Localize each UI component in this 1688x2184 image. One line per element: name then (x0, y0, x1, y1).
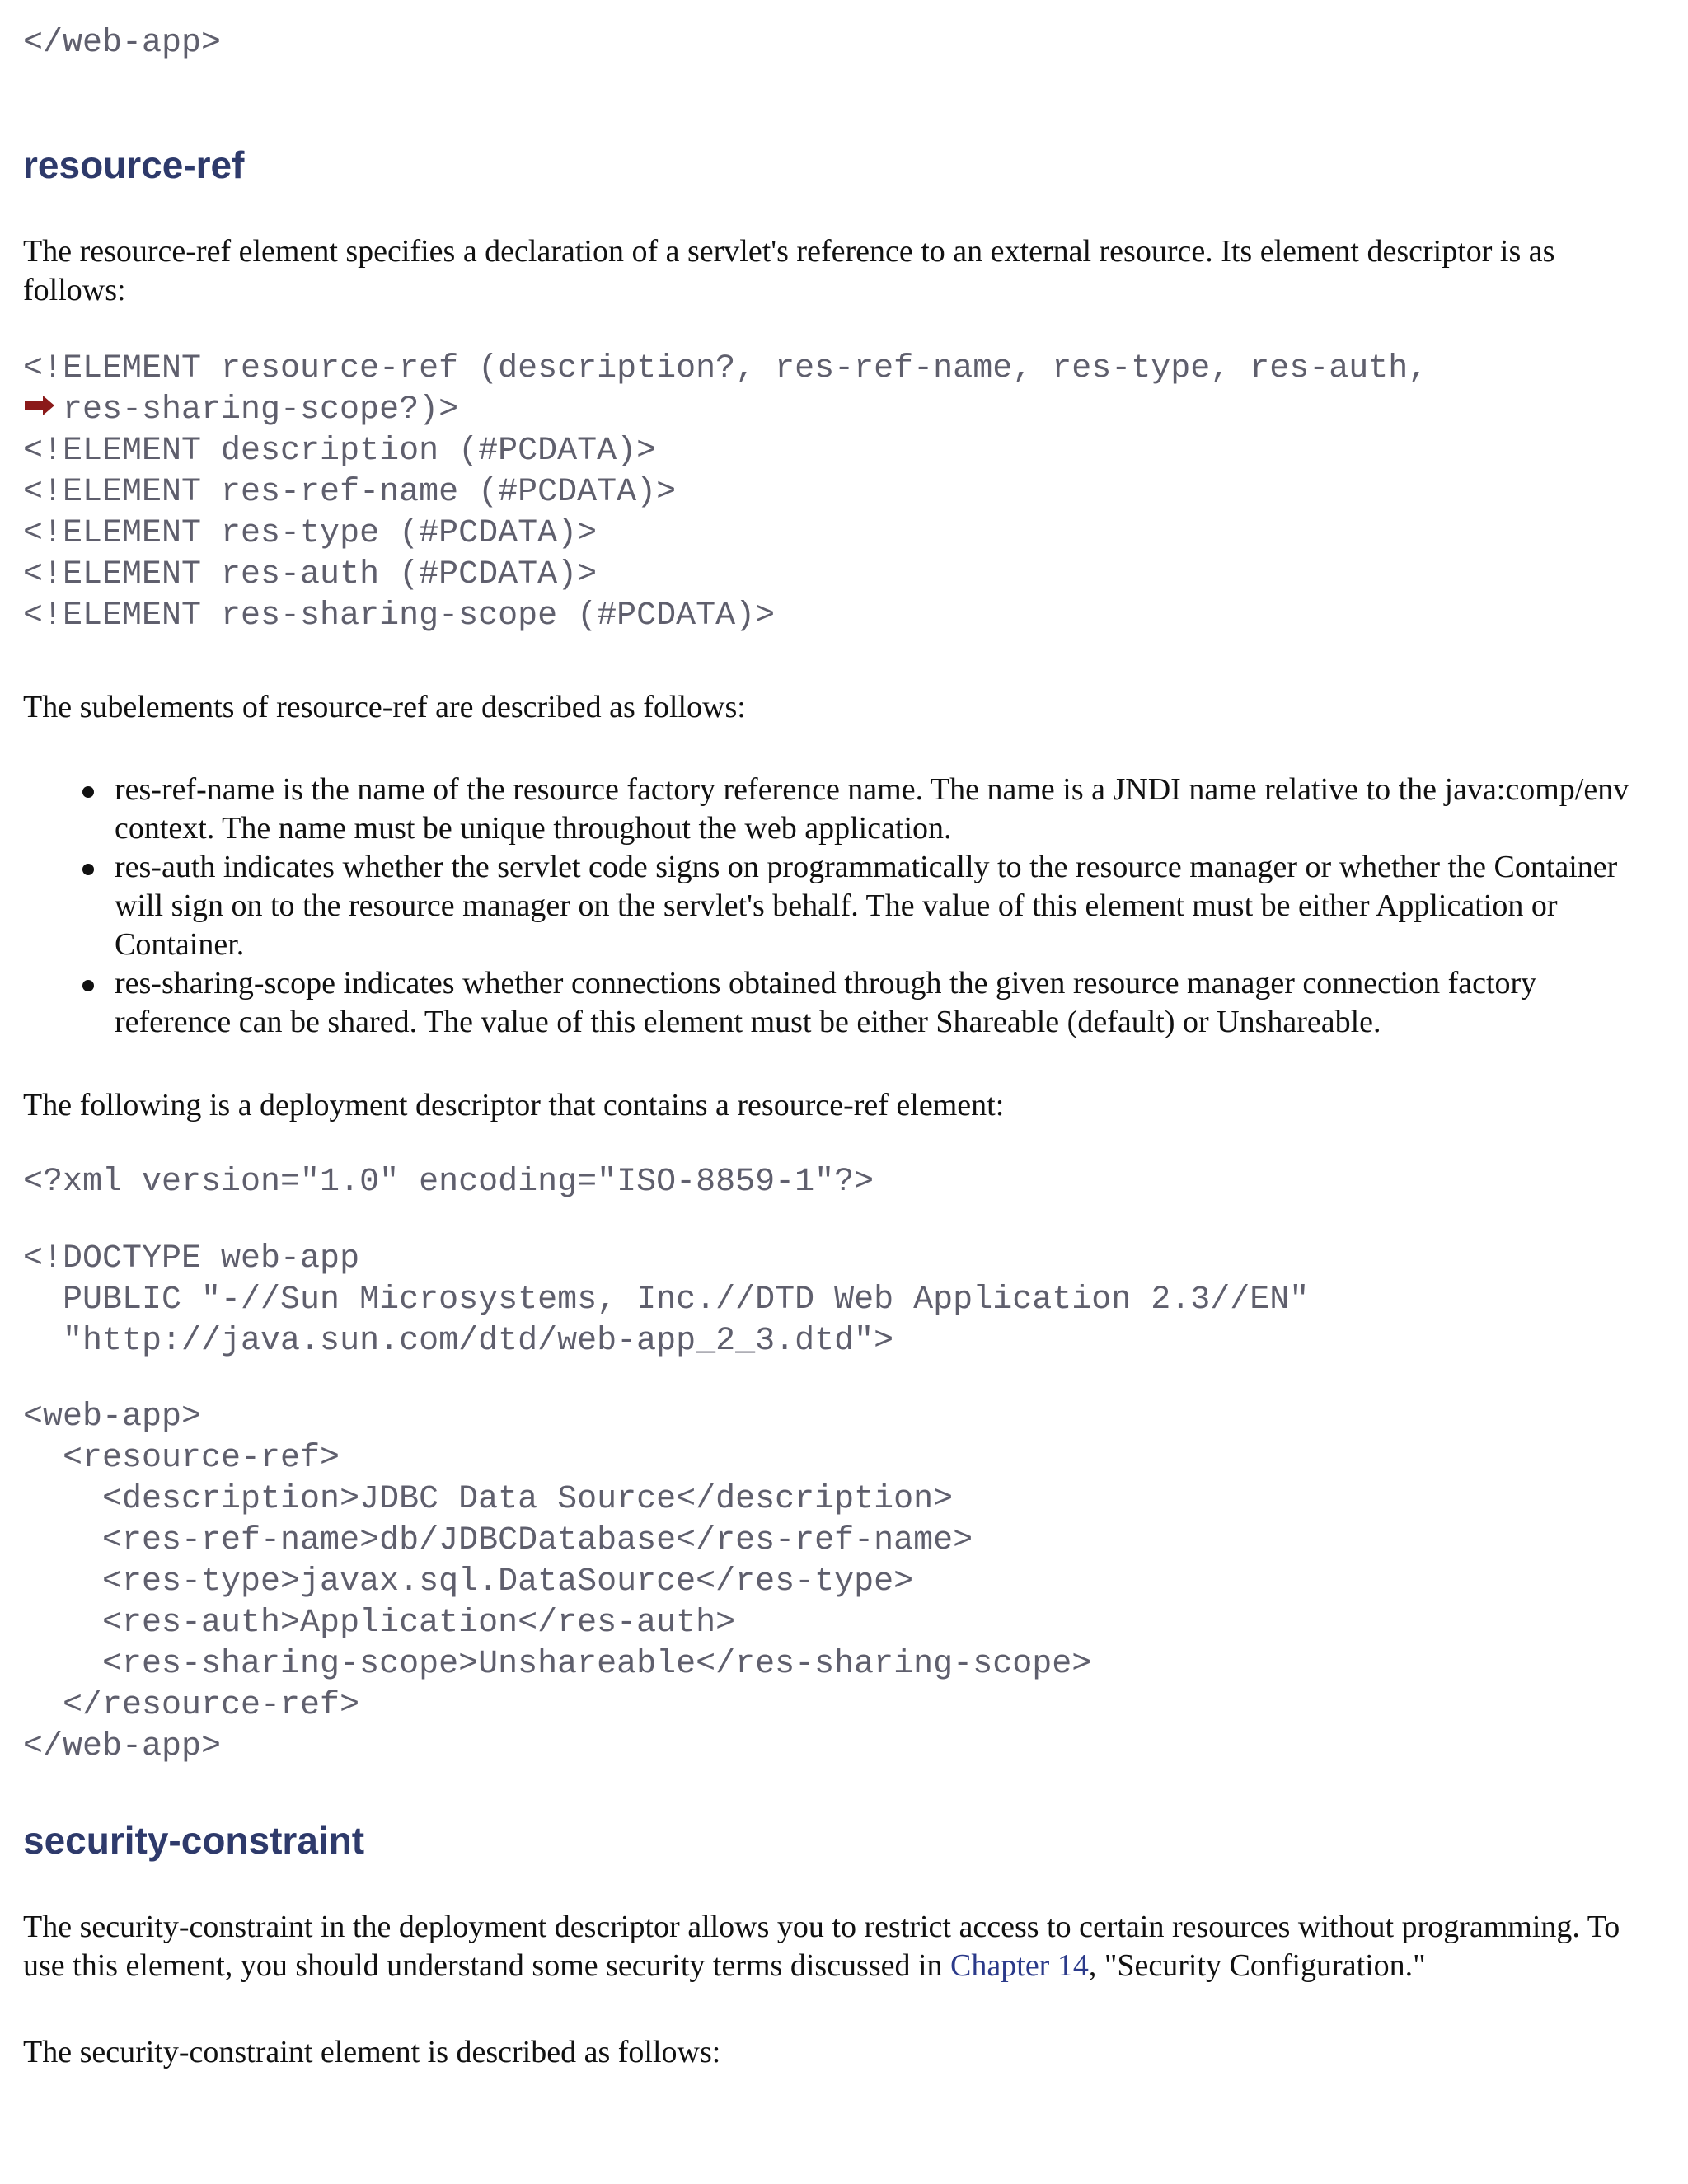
section-heading-resource-ref: resource-ref (23, 143, 245, 186)
code-line: <description>JDBC Data Source</description> (23, 1481, 954, 1518)
list-item-text: res-auth indicates whether the servlet code signs on programmatically to the resource manager or whether the Container will sign on to the resource manager on the servlet's behalf. The value of this element must be either Application or Container. (115, 850, 1618, 962)
code-line: <res-ref-name>db/JDBCDatabase</res-ref-name> (23, 1522, 973, 1559)
code-line: <res-auth>Application</res-auth> (23, 1605, 736, 1642)
code-line: </web-app> (23, 25, 222, 62)
code-line: <!ELEMENT res-type (#PCDATA)> (23, 515, 598, 552)
list-item (23, 964, 1639, 1042)
code-line: </resource-ref> (23, 1687, 360, 1724)
code-line-continued (23, 390, 1428, 431)
code-line: <res-sharing-scope>Unshareable</res-sharing-scope> (23, 1646, 1092, 1683)
bullet-icon (82, 864, 94, 875)
code-line: <!ELEMENT description (#PCDATA)> (23, 433, 657, 470)
security-constraint-described-intro: The security-constraint element is described as follows: (23, 2035, 721, 2069)
bullet-icon (82, 980, 94, 991)
code-line: <!ELEMENT res-sharing-scope (#PCDATA)> (23, 598, 776, 635)
code-line: <?xml version="1.0" encoding="ISO-8859-1"?> (23, 1164, 874, 1201)
resource-ref-intro: The resource-ref element specifies a declaration of a servlet's reference to an external resource. Its element descriptor is as follows: (23, 234, 1555, 307)
intro-text-after-link: , "Security Configuration." (1088, 1948, 1426, 1983)
list-item (23, 848, 1639, 964)
section-heading-security-constraint: security-constraint (23, 1819, 365, 1862)
code-line: PUBLIC "-//Sun Microsystems, Inc.//DTD Web Application 2.3//EN" (23, 1282, 1310, 1319)
list-item (23, 771, 1639, 848)
list-item-text: res-ref-name is the name of the resource factory reference name. The name is a JNDI name relative to the java:comp/env context. The name must be unique throughout the web application. (115, 772, 1629, 846)
code-line: <!DOCTYPE web-app (23, 1240, 360, 1277)
code-block-web-app (23, 1397, 1091, 1768)
code-line-text: res-sharing-scope?)> (63, 391, 459, 429)
example-intro: The following is a deployment descriptor that contains a resource-ref element: (23, 1088, 1005, 1122)
code-block-dtd (23, 349, 1428, 637)
chapter-14-link[interactable]: Chapter 14 (950, 1948, 1089, 1983)
subelements-list (23, 771, 1639, 1042)
code-line: <!ELEMENT res-ref-name (#PCDATA)> (23, 474, 677, 511)
continuation-arrow-icon (23, 394, 56, 417)
code-line: <!ELEMENT res-auth (#PCDATA)> (23, 556, 598, 593)
subelements-intro: The subelements of resource-ref are described as follows: (23, 690, 746, 724)
code-line: <res-type>javax.sql.DataSource</res-type> (23, 1563, 914, 1601)
bullet-icon (82, 786, 94, 798)
code-block-xml-declaration (23, 1162, 874, 1203)
list-item-text: res-sharing-scope indicates whether connections obtained through the given resource manager connection factory reference can be shared. The value of this element must be either Shareable (default) or Unshareable. (115, 966, 1537, 1039)
code-line: <resource-ref> (23, 1440, 340, 1477)
intro-text-before-link: The security-constraint in the deployment descriptor allows you to restrict access to certain resources without programming. To use this element, you should understand some security terms discussed in (23, 1910, 1620, 1983)
code-block-doctype (23, 1239, 1309, 1362)
security-constraint-intro (23, 1908, 1639, 1985)
code-line: <!ELEMENT resource-ref (description?, res-ref-name, res-type, res-auth, (23, 350, 1428, 387)
code-line: <web-app> (23, 1399, 202, 1436)
code-block-top (23, 23, 221, 64)
code-line: </web-app> (23, 1728, 222, 1765)
code-line: "http://java.sun.com/dtd/web-app_2_3.dtd"> (23, 1323, 894, 1360)
